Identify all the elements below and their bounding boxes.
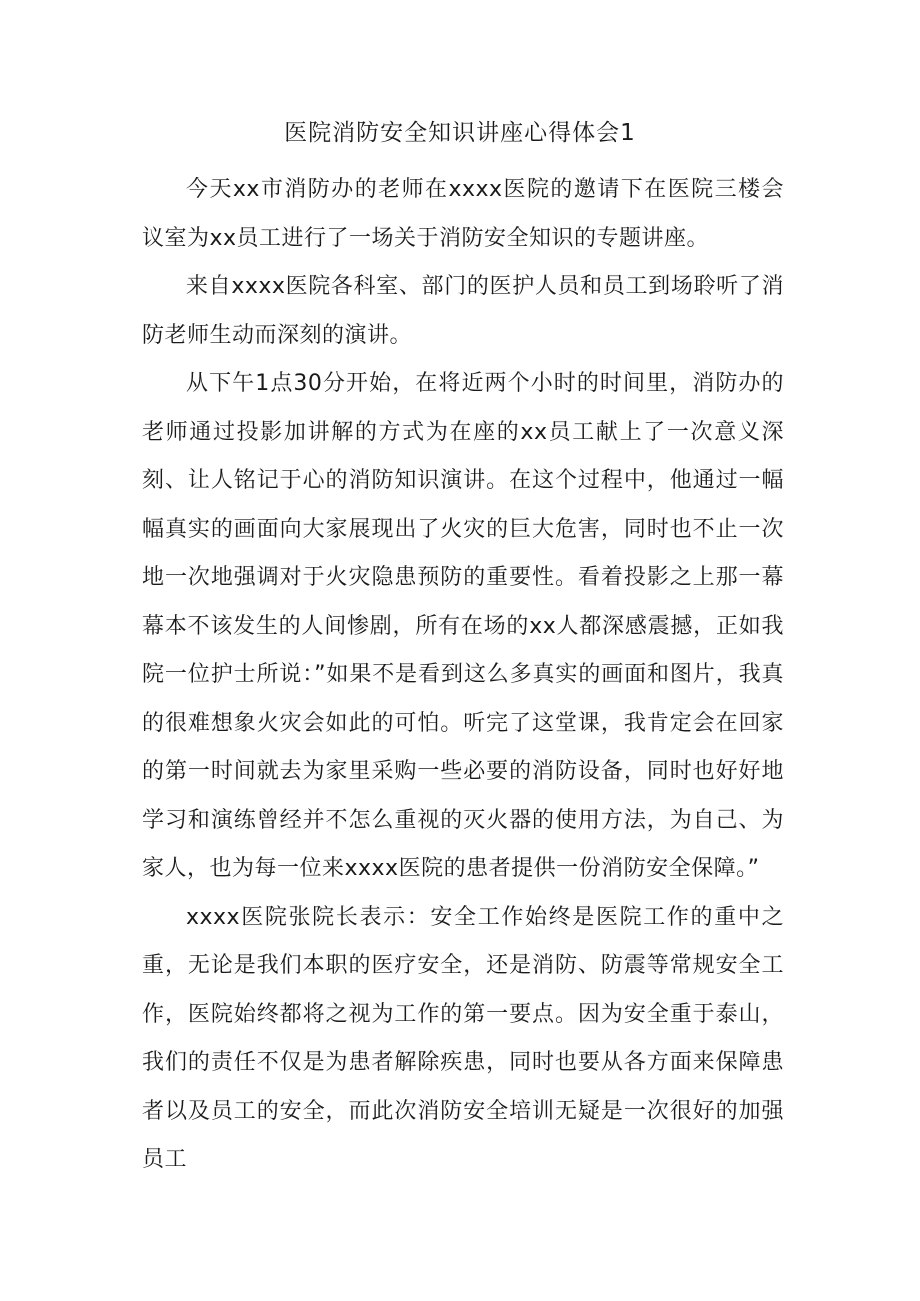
- paragraph-intro: 今天xx市消防办的老师在xxxx医院的邀请下在医院三楼会议室为xx员工进行了一场关于消防安全知识的专题讲座。: [142, 177, 784, 251]
- paragraph-director: xxxx医院张院长表示：安全工作始终是医院工作的重中之重，无论是我们本职的医疗安全，还是消防、防震等常规安全工作，医院始终都将之视为工作的第一要点。因为安全重于泰山，我们的责任不仅是为患者解除疾患，同时也要从各方面来保障患者以及员工的安全，而此次消防安全培训无疑是一次很好的加强员工: [142, 904, 784, 1172]
- paragraph-lecture: 从下午1点30分开始，在将近两个小时的时间里，消防办的老师通过投影加讲解的方式为在座的xx员工献上了一次意义深刻、让人铭记于心的消防知识演讲。在这个过程中，他通过一幅幅真实的画面向大家展现出了火灾的巨大危害，同时也不止一次地一次地强调对于火灾隐患预防的重要性。看着投影之上那一幕幕本不该发生的人间惨剧，所有在场的xx人都深感震撼，正如我院一位护士所说：”如果不是看到这么多真实的画面和图片，我真的很难想象火灾会如此的可怕。听完了这堂课，我肯定会在回家的第一时间就去为家里采购一些必要的消防设备，同时也好好地学习和演练曾经并不怎么重视的灭火器的使用方法，为自己、为家人，也为每一位来xxxx医院的患者提供一份消防安全保障。”: [142, 371, 784, 881]
- paragraph-attendees: 来自xxxx医院各科室、部门的医护人员和员工到场聆听了消防老师生动而深刻的演讲。: [142, 274, 784, 348]
- document-body: [142, 166, 784, 1185]
- document-title: 医院消防安全知识讲座心得体会1: [284, 120, 636, 146]
